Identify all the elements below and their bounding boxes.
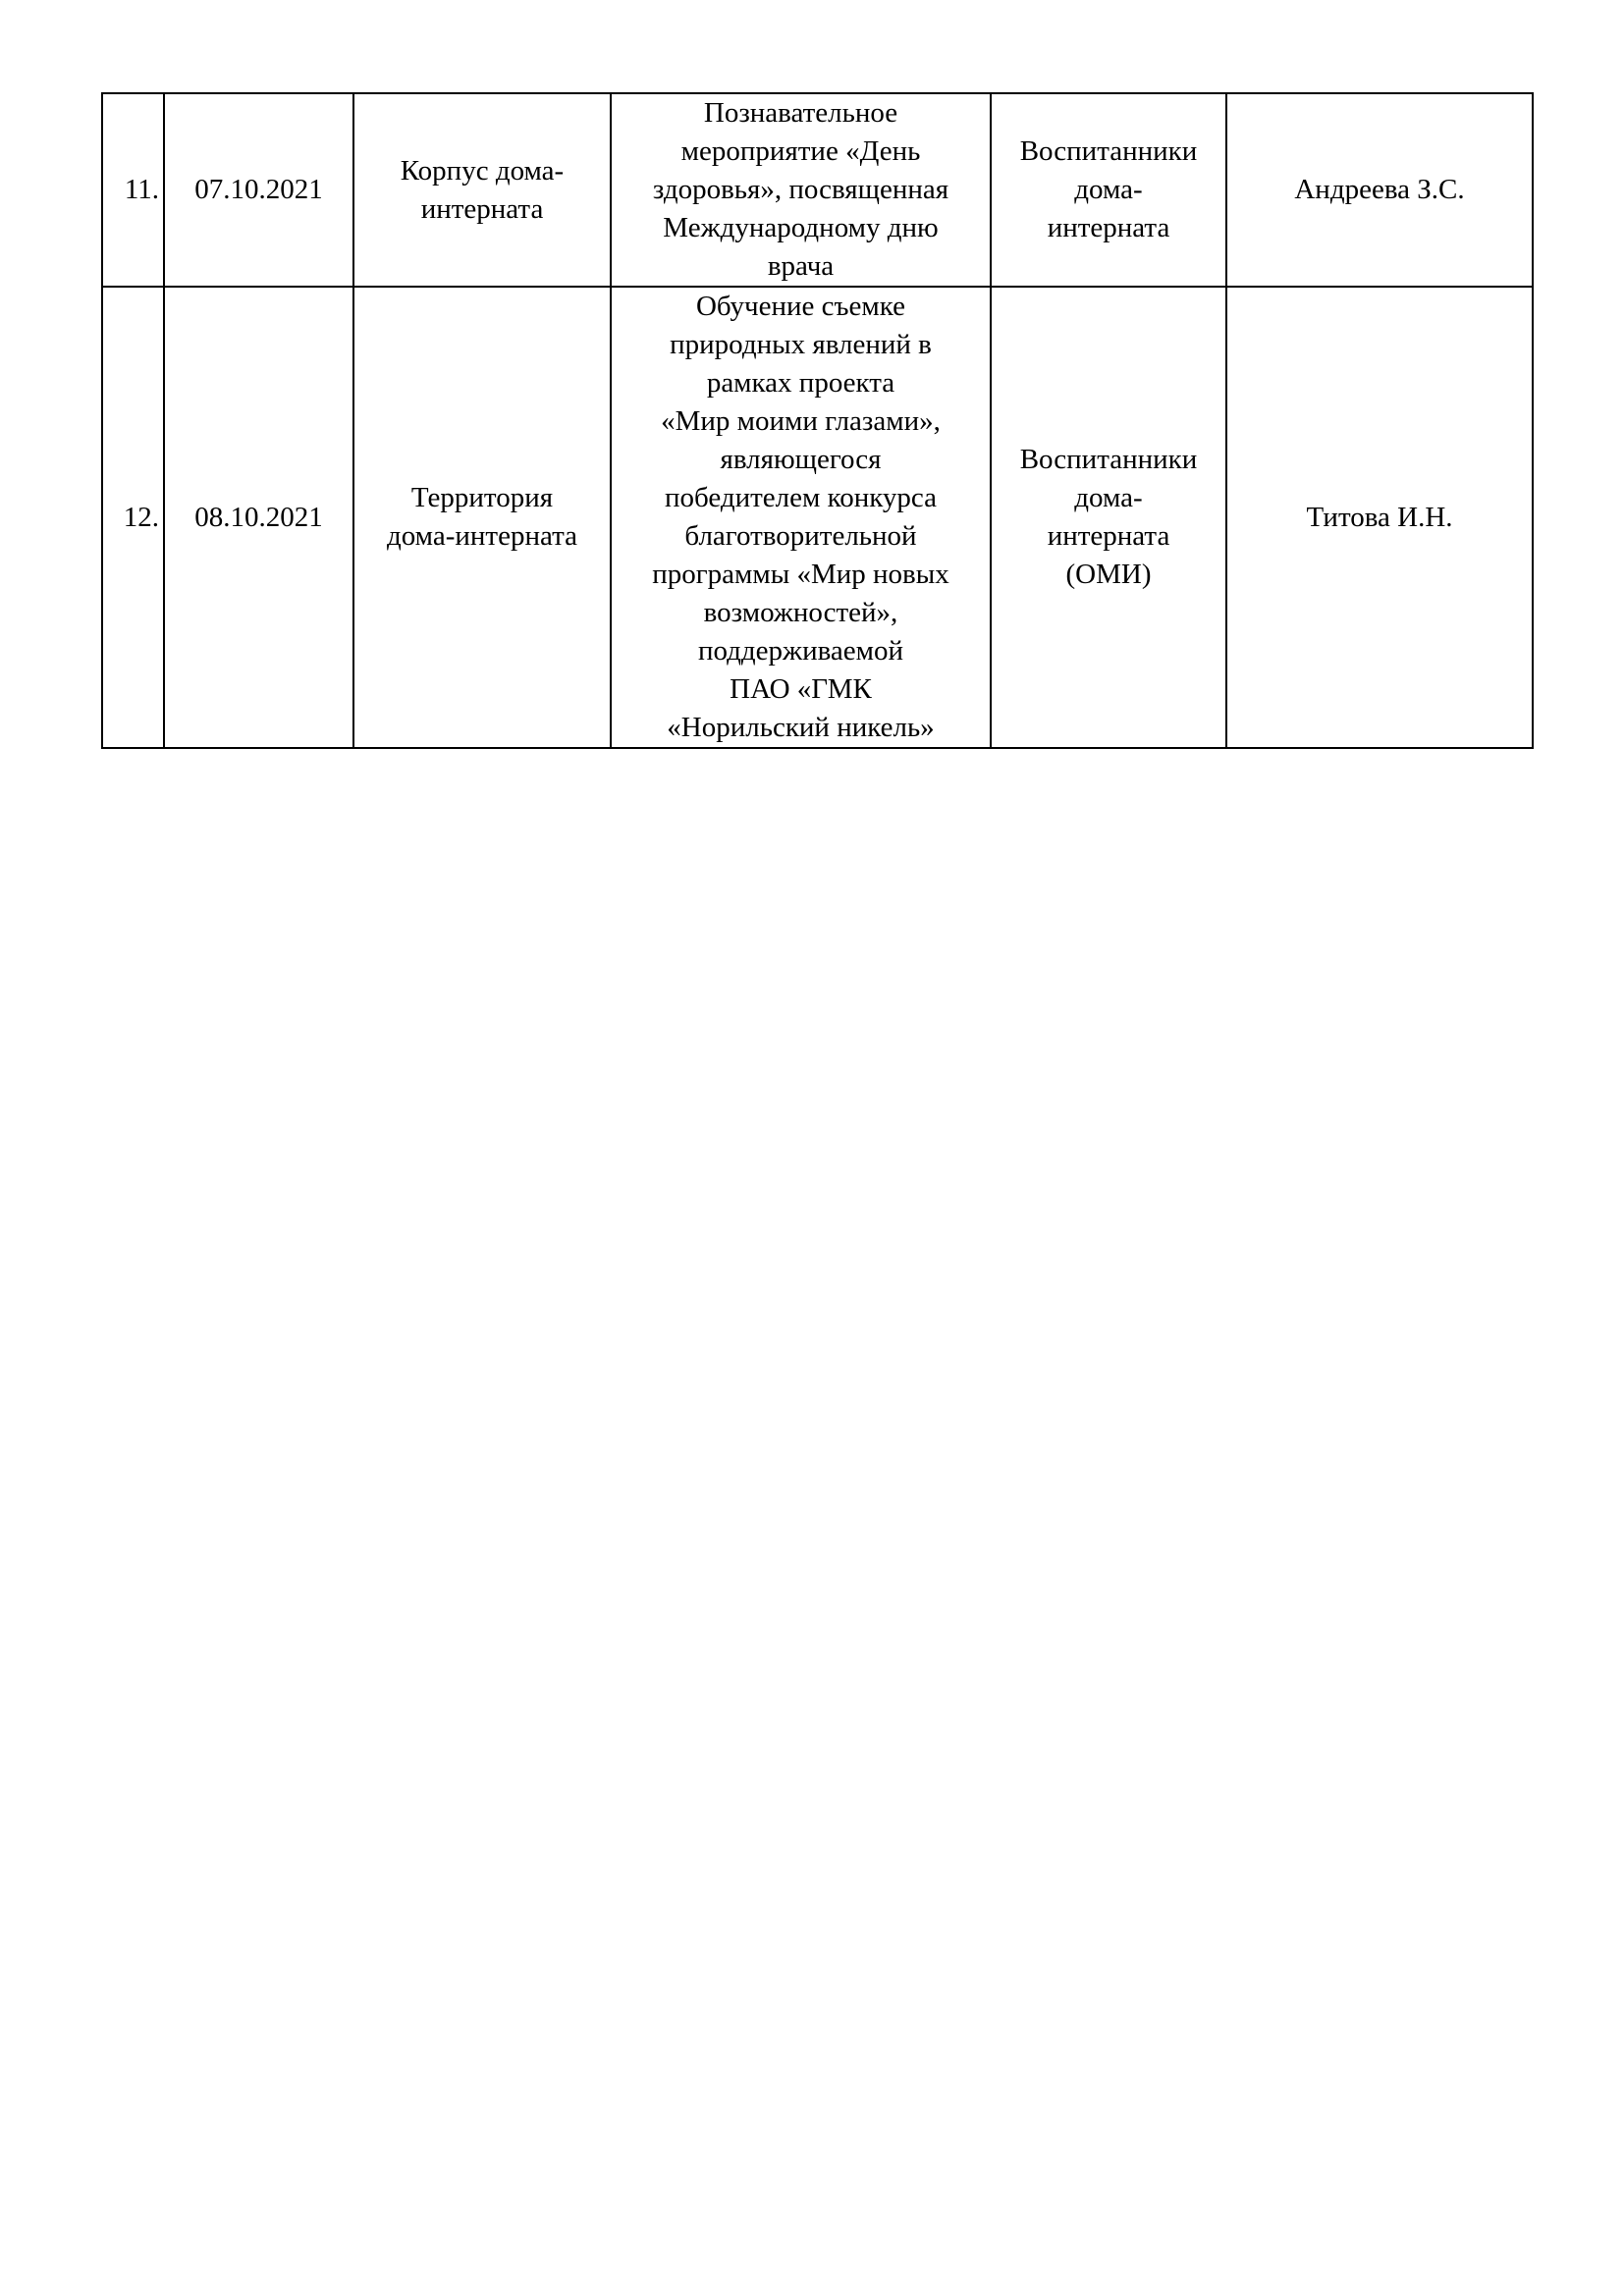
participants-cell [991,93,1226,287]
event-responsible: Титова И.Н. [1306,501,1453,533]
table-row [102,287,1533,748]
event-cell [611,93,991,287]
row-number-cell [102,287,164,748]
event-cell [611,287,991,748]
event-participants: Воспитанники дома- интерната (ОМИ) [1019,444,1198,590]
event-description: Познавательное мероприятие «День здоровья», посвященная Международному дню врача [652,97,949,282]
events-table [101,92,1534,749]
participants-cell [991,287,1226,748]
place-cell [353,93,611,287]
event-participants: Воспитанники дома- интерната [1019,135,1198,243]
responsible-cell [1226,287,1533,748]
place-cell [353,287,611,748]
event-date: 08.10.2021 [194,501,323,533]
date-cell [164,287,353,748]
row-number: 12. [123,501,159,533]
date-cell [164,93,353,287]
row-number-cell [102,93,164,287]
event-place: Территория дома-интерната [386,482,577,552]
event-date: 07.10.2021 [194,174,323,205]
row-number: 11. [124,174,159,205]
event-place: Корпус дома- интерната [400,154,565,225]
responsible-cell [1226,93,1533,287]
table-row [102,93,1533,287]
event-responsible: Андреева З.С. [1294,174,1465,205]
event-description: Обучение съемке природных явлений в рамках проекта «Мир моими глазами», являющегося победителем конкурса благотворительной программы «Мир новых возможностей», поддерживаемой ПАО «ГМК «Норильский никель» [652,291,949,743]
